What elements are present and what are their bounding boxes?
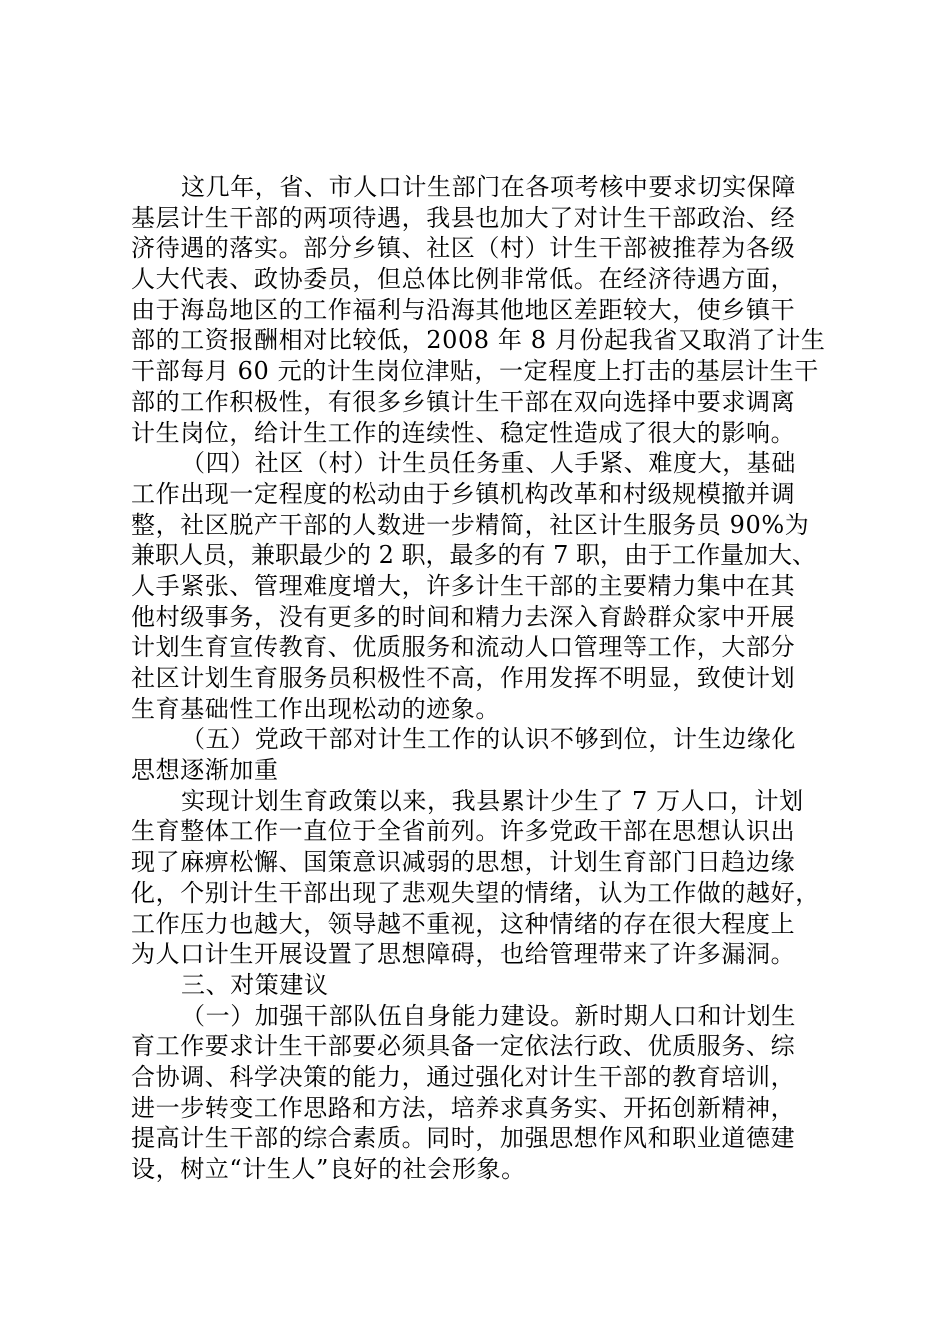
text-line: （一）加强干部队伍自身能力建设。新时期人口和计划生 [181, 1001, 796, 1030]
text-line: 他村级事务，没有更多的时间和精力去深入育龄群众家中开展 [131, 602, 796, 631]
text-line: 设，树立“计生人”良好的社会形象。 [131, 1155, 526, 1183]
text-line: （四）社区（村）计生员任务重、人手紧、难度大，基础 [181, 449, 796, 478]
text-line: 生育基础性工作出现松动的迹象。 [131, 694, 500, 723]
text-line: 合协调、科学决策的能力，通过强化对计生干部的教育培训， [131, 1062, 796, 1091]
text-line: 人手紧张、管理难度增大，许多计生干部的主要精力集中在其 [131, 571, 796, 600]
text-line: 部的工作积极性，有很多乡镇计生干部在双向选择中要求调离 [131, 387, 796, 416]
text-line: 部的工资报酬相对比较低，2008 年 8 月份起我省又取消了计生 [131, 326, 826, 355]
text-line: （五）党政干部对计生工作的认识不够到位，计生边缘化 [181, 725, 796, 754]
text-line: 社区计划生育服务员积极性不高，作用发挥不明显，致使计划 [131, 664, 796, 692]
text-line: 三、对策建议 [181, 970, 329, 999]
text-line: 实现计划生育政策以来，我县累计少生了 7 万人口，计划 [181, 786, 804, 815]
text-line: 整，社区脱产干部的人数进一步精简，社区计生服务员 90%为 [131, 510, 810, 539]
text-line: 提高计生干部的综合素质。同时，加强思想作风和职业道德建 [131, 1124, 796, 1153]
text-line: 由于海岛地区的工作福利与沿海其他地区差距较大，使乡镇干 [131, 295, 796, 324]
text-line: 工作压力也越大，领导越不重视，这种情绪的存在很大程度上 [131, 909, 796, 938]
text-line: 人大代表、政协委员，但总体比例非常低。在经济待遇方面， [131, 265, 796, 294]
text-line: 工作出现一定程度的松动由于乡镇机构改革和村级规模撤并调 [131, 479, 796, 508]
text-line: 干部每月 60 元的计生岗位津贴，一定程度上打击的基层计生干 [131, 357, 819, 386]
text-line: 现了麻痹松懈、国策意识减弱的思想，计划生育部门日趋边缘 [131, 848, 796, 877]
text-line: 为人口计生开展设置了思想障碍，也给管理带来了许多漏洞。 [131, 940, 796, 969]
text-line: 思想逐渐加重 [131, 756, 279, 785]
text-line: 基层计生干部的两项待遇，我县也加大了对计生干部政治、经 [131, 203, 796, 232]
text-line: 化，个别计生干部出现了悲观失望的情绪，认为工作做的越好， [131, 878, 820, 907]
text-line: 这几年，省、市人口计生部门在各项考核中要求切实保障 [181, 173, 796, 201]
document-body [131, 172, 831, 1185]
text-line: 进一步转变工作思路和方法，培养求真务实、开拓创新精神， [131, 1093, 796, 1122]
text-line: 兼职人员，兼职最少的 2 职，最多的有 7 职，由于工作量加大、 [131, 541, 817, 570]
text-line: 计划生育宣传教育、优质服务和流动人口管理等工作，大部分 [131, 633, 796, 662]
text-line: 育工作要求计生干部要必须具备一定依法行政、优质服务、综 [131, 1032, 796, 1061]
text-line: 生育整体工作一直位于全省前列。许多党政干部在思想认识出 [131, 817, 796, 846]
text-line: 济待遇的落实。部分乡镇、社区（村）计生干部被推荐为各级 [131, 234, 796, 263]
text-line: 计生岗位，给计生工作的连续性、稳定性造成了很大的影响。 [131, 418, 796, 447]
